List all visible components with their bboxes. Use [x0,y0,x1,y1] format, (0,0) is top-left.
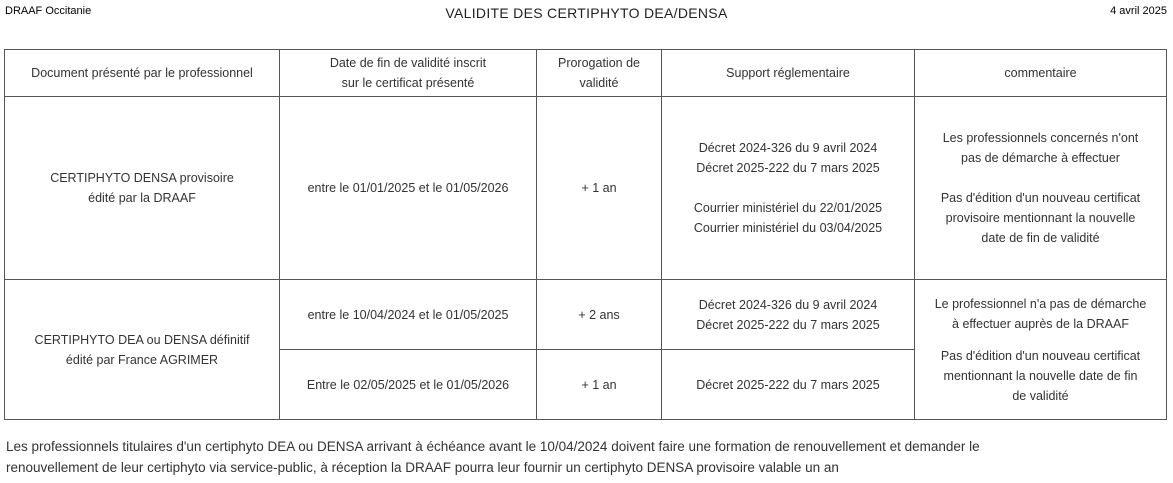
cell-end-date: Entre le 02/05/2025 et le 01/05/2026 [280,350,537,420]
cell-prorogation: + 1 an [537,97,662,280]
table-row [5,97,1167,280]
page-title: VALIDITE DES CERTIPHYTO DEA/DENSA [445,5,728,21]
cell-support: Décret 2025-222 du 7 mars 2025 [662,350,915,420]
header-end-date: Date de fin de validité inscrit sur le certificat présenté [280,50,537,97]
header-prorogation: Prorogation de validité [537,50,662,97]
org-name: DRAAF Occitanie [5,5,92,17]
cell-prorogation: + 2 ans [537,280,662,350]
header-support: Support réglementaire [662,50,915,97]
cell-support: Décret 2024-326 du 9 avril 2024 Décret 2025-222 du 7 mars 2025 Courrier ministériel du 22/01/2025 Courrier ministériel du 03/04/2025 [662,97,915,280]
table-row [5,280,1167,350]
header-document: Document présenté par le professionnel [5,50,280,97]
cell-comment: Les professionnels concernés n'ont pas de démarche à effectuer Pas d'édition d'un nouveau certificat provisoire mentionnant la nouvelle date de fin de validité [915,97,1167,280]
cell-end-date: entre le 01/01/2025 et le 01/05/2026 [280,97,537,280]
cell-document: CERTIPHYTO DEA ou DENSA définitif édité par France AGRIMER [5,280,280,420]
document-date: 4 avril 2025 [1110,5,1167,17]
cell-document: CERTIPHYTO DENSA provisoire édité par la DRAAF [5,97,280,280]
cell-comment: Le professionnel n'a pas de démarche à effectuer auprès de la DRAAF Pas d'édition d'un nouveau certificat mentionnant la nouvelle date de fin de validité [915,280,1167,420]
table-header-row [5,50,1167,97]
header-comment: commentaire [915,50,1167,97]
footnote: Les professionnels titulaires d'un certiphyto DEA ou DENSA arrivant à échéance avant le 10/04/2024 doivent faire une formation de renouvellement et demander le renouvellement de leur certiphyto via service-public, à réception la DRAAF pourra leur fournir un certiphyto DENSA provisoire valable un an [6,439,980,475]
cell-support: Décret 2024-326 du 9 avril 2024 Décret 2025-222 du 7 mars 2025 [662,280,915,350]
cell-end-date: entre le 10/04/2024 et le 01/05/2025 [280,280,537,350]
validity-table [4,49,1167,420]
cell-prorogation: + 1 an [537,350,662,420]
